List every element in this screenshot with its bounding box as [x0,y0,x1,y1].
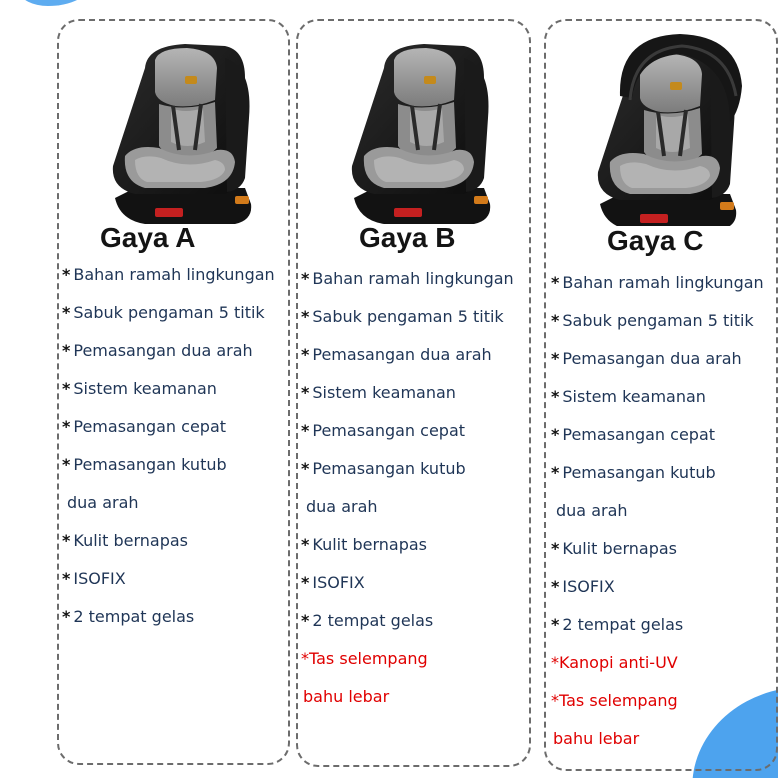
feature-text: ISOFIX [562,577,615,596]
bullet-star: * [62,569,71,588]
feature-text: Bahan ramah lingkungan [562,273,764,292]
feature-item [301,458,514,496]
feature-text: ISOFIX [312,573,365,592]
bullet-star: * [551,387,560,406]
bullet-star: * [62,417,71,436]
feature-item [301,686,514,724]
feature-text: Sabuk pengaman 5 titik [73,303,265,322]
bullet-star: * [551,349,560,368]
feature-item [551,728,764,766]
feature-item [551,310,764,348]
car-seat-image-gaya-b [314,38,514,228]
feature-text: Bahan ramah lingkungan [73,265,275,284]
bullet-star: * [301,649,309,668]
feature-item [301,268,514,306]
feature-text: Pemasangan kutub [73,455,227,474]
feature-text: Pemasangan cepat [562,425,716,444]
feature-item [551,500,764,538]
card-title: Gaya B [359,222,456,253]
bullet-star: * [62,265,71,284]
feature-item [301,344,514,382]
feature-text: ISOFIX [73,569,126,588]
car-seat-image-gaya-c [560,26,760,226]
feature-text: 2 tempat gelas [312,611,434,630]
bullet-star: * [301,573,310,592]
bullet-star: * [62,303,71,322]
feature-item [62,492,275,530]
feature-item [551,576,764,614]
feature-text: Kanopi anti-UV [559,653,678,672]
feature-item [301,648,514,686]
feature-list [551,272,764,766]
bullet-star: * [62,531,71,550]
feature-text: Kulit bernapas [73,531,188,550]
bullet-star: * [301,383,310,402]
feature-item [301,420,514,458]
bullet-star: * [301,307,310,326]
bullet-star: * [62,607,71,626]
feature-item [551,386,764,424]
feature-item [62,454,275,492]
feature-text: Kulit bernapas [562,539,677,558]
car-seat-image-gaya-a [75,38,275,228]
feature-text: Kulit bernapas [312,535,427,554]
feature-item [551,424,764,462]
feature-text: 2 tempat gelas [562,615,684,634]
bullet-star: * [551,691,559,710]
feature-text: Sabuk pengaman 5 titik [562,311,754,330]
bullet-star: * [301,269,310,288]
feature-text: dua arah [556,501,628,520]
feature-text: Sistem keamanan [73,379,217,398]
feature-text: dua arah [67,493,139,512]
feature-item [551,538,764,576]
bullet-star: * [301,459,310,478]
feature-item [62,568,275,606]
feature-item [301,534,514,572]
feature-text: Bahan ramah lingkungan [312,269,514,288]
feature-item [551,272,764,310]
bullet-star: * [551,425,560,444]
feature-item [62,378,275,416]
feature-text: Pemasangan kutub [562,463,716,482]
bullet-star: * [551,311,560,330]
feature-text: Sistem keamanan [312,383,456,402]
decorative-blob-top [20,0,90,6]
feature-text: dua arah [306,497,378,516]
feature-item [62,340,275,378]
feature-text: Pemasangan dua arah [562,349,742,368]
feature-item [301,496,514,534]
feature-text: Tas selempang [309,649,428,668]
feature-item [62,302,275,340]
feature-list [301,268,514,724]
feature-text: Pemasangan cepat [73,417,227,436]
bullet-star: * [301,345,310,364]
feature-text: bahu lebar [553,729,640,748]
bullet-star: * [551,463,560,482]
bullet-star: * [301,535,310,554]
feature-text: Pemasangan dua arah [73,341,253,360]
bullet-star: * [301,611,310,630]
feature-item [62,264,275,302]
feature-item [301,306,514,344]
feature-item [551,462,764,500]
feature-text: Pemasangan dua arah [312,345,492,364]
feature-list [62,264,275,644]
bullet-star: * [301,421,310,440]
bullet-star: * [551,577,560,596]
feature-item [551,614,764,652]
bullet-star: * [62,455,71,474]
bullet-star: * [551,273,560,292]
feature-item [301,610,514,648]
feature-text: bahu lebar [303,687,390,706]
feature-item [301,382,514,420]
feature-text: 2 tempat gelas [73,607,195,626]
feature-text: Pemasangan cepat [312,421,466,440]
bullet-star: * [551,653,559,672]
bullet-star: * [62,341,71,360]
feature-item [62,416,275,454]
feature-item [62,530,275,568]
feature-item [301,572,514,610]
bullet-star: * [62,379,71,398]
feature-item [551,348,764,386]
feature-text: Tas selempang [559,691,678,710]
card-title: Gaya C [607,225,704,256]
feature-item [62,606,275,644]
bullet-star: * [551,539,560,558]
feature-item [551,652,764,690]
feature-item [551,690,764,728]
card-title: Gaya A [100,222,196,253]
feature-text: Sistem keamanan [562,387,706,406]
feature-text: Sabuk pengaman 5 titik [312,307,504,326]
feature-text: Pemasangan kutub [312,459,466,478]
bullet-star: * [551,615,560,634]
